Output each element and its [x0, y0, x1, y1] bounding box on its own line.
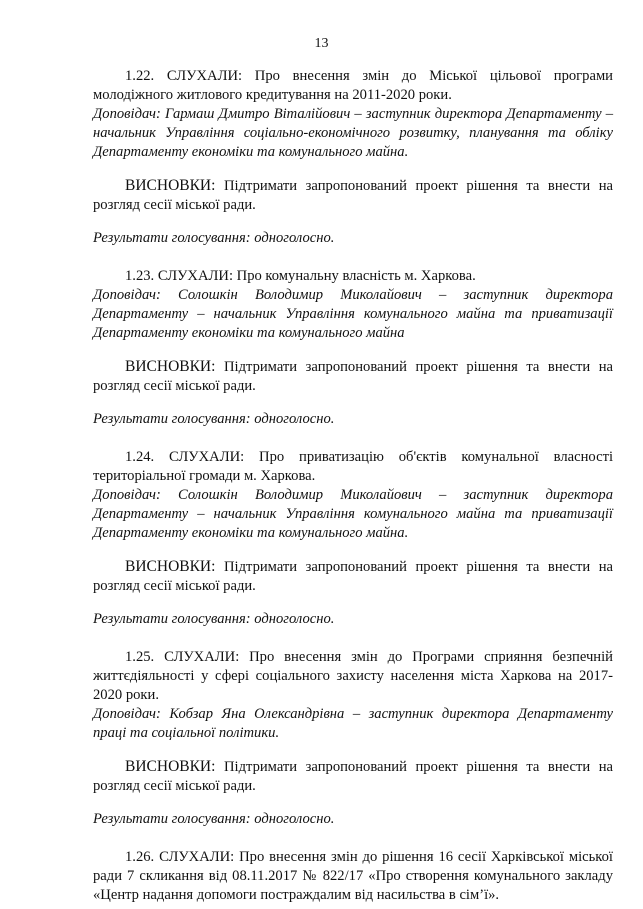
item-result: Результати голосування: одноголосно.: [93, 411, 335, 427]
item-heading: 1.22. СЛУХАЛИ: Про внесення змін до Міської цільової програми молодіжного житлового кредитування на 2011-2020 роки.: [93, 68, 613, 103]
item-conclusion: [93, 557, 613, 596]
item-speaker: Доповідач: Гармаш Дмитро Віталійович – заступник директора Департаменту – начальник Управління соціально-економічного розвитку, планування та обліку Департаменту економіки та комунального майна.: [93, 106, 613, 160]
agenda-item: [93, 848, 613, 905]
item-conclusion: [93, 757, 613, 796]
item-heading: 1.26. СЛУХАЛИ: Про внесення змін до рішення 16 сесії Харківської міської ради 7 скликання від 08.11.2017 № 822/17 «Про створення комунального закладу «Центр надання допомоги постраждалим від насильства в сім’ї».: [93, 849, 613, 903]
agenda-item: [93, 648, 613, 829]
item-conclusion: [93, 357, 613, 396]
item-heading: 1.23. СЛУХАЛИ: Про комунальну власність м. Харкова.: [125, 268, 476, 284]
conclusion-text: Підтримати запропонований проект рішення та внести на розгляд сесії міської ради.: [93, 178, 613, 213]
conclusion-label: ВИСНОВКИ:: [125, 177, 216, 194]
agenda-item: [93, 67, 613, 248]
item-heading: 1.25. СЛУХАЛИ: Про внесення змін до Програми сприяння безпечній життєдіяльності у сфері соціального захисту населення міста Харкова на 2017-2020 роки.: [93, 649, 613, 703]
agenda-item: [93, 448, 613, 629]
conclusion-label: ВИСНОВКИ:: [125, 358, 216, 375]
item-speaker: Доповідач: Кобзар Яна Олександрівна – заступник директора Департаменту праці та соціальної політики.: [93, 706, 613, 741]
item-result: Результати голосування: одноголосно.: [93, 811, 335, 827]
item-result: Результати голосування: одноголосно.: [93, 611, 335, 627]
conclusion-label: ВИСНОВКИ:: [125, 758, 216, 775]
conclusion-text: Підтримати запропонований проект рішення та внести на розгляд сесії міської ради.: [93, 559, 613, 594]
item-speaker: Доповідач: Солошкін Володимир Миколайович – заступник директора Департаменту – начальник Управління комунального майна та приватизації Департаменту економіки та комунального майна: [93, 287, 613, 341]
item-conclusion: [93, 176, 613, 215]
agenda-item: [93, 267, 613, 429]
item-speaker: Доповідач: Солошкін Володимир Миколайович – заступник директора Департаменту – начальник Управління комунального майна та приватизації Департаменту економіки та комунального майна.: [93, 487, 613, 541]
page-number: 13: [314, 36, 329, 51]
item-heading: 1.24. СЛУХАЛИ: Про приватизацію об'єктів комунальної власності територіальної громади м. Харкова.: [93, 449, 613, 484]
conclusion-text: Підтримати запропонований проект рішення та внести на розгляд сесії міської ради.: [93, 359, 613, 394]
minutes-content: [93, 67, 613, 905]
conclusion-text: Підтримати запропонований проект рішення та внести на розгляд сесії міської ради.: [93, 759, 613, 794]
item-result: Результати голосування: одноголосно.: [93, 230, 335, 246]
conclusion-label: ВИСНОВКИ:: [125, 558, 216, 575]
